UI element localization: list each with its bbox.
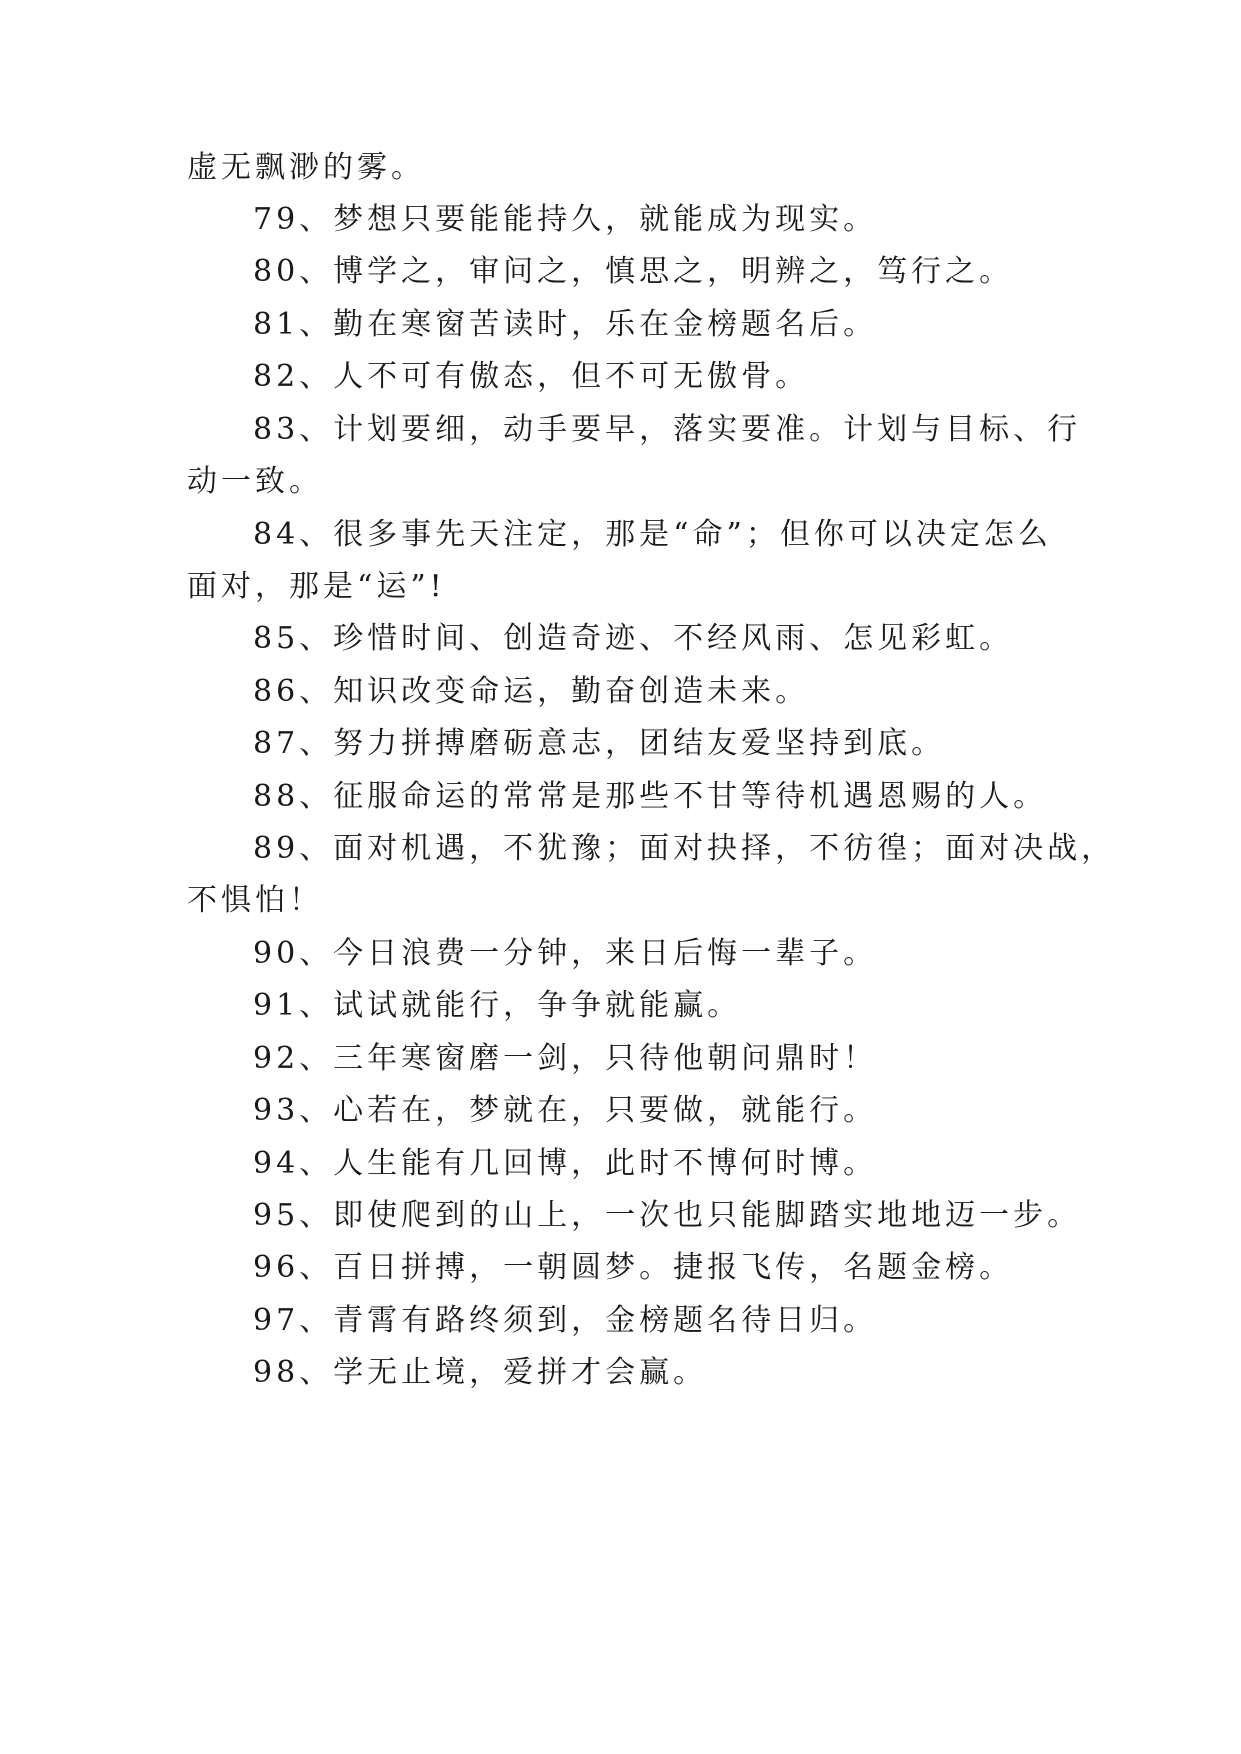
quote-83-continuation: 动一致。 — [187, 464, 323, 499]
quote-85: 85、珍惜时间、创造奇迹、不经风雨、怎见彩虹。 — [253, 621, 1014, 656]
quote-96: 96、百日拼搏，一朝圆梦。捷报飞传，名题金榜。 — [253, 1250, 1014, 1285]
quote-90: 90、今日浪费一分钟，来日后悔一辈子。 — [253, 936, 878, 971]
quote-97: 97、青霄有路终须到，金榜题名待日归。 — [253, 1303, 878, 1338]
quote-92: 92、三年寒窗磨一剑，只待他朝问鼎时！ — [253, 1041, 878, 1076]
quote-91: 91、试试就能行，争争就能赢。 — [253, 988, 742, 1023]
quote-88: 88、征服命运的常常是那些不甘等待机遇恩赐的人。 — [253, 779, 1048, 814]
text-line-continuation: 虚无飘渺的雾。 — [187, 150, 425, 185]
quote-98: 98、学无止境，爱拼才会赢。 — [253, 1355, 708, 1390]
quote-82: 82、人不可有傲态，但不可无傲骨。 — [253, 359, 810, 394]
quote-89: 89、面对机遇，不犹豫；面对抉择，不彷徨；面对决战， — [253, 831, 1116, 866]
quote-95: 95、即使爬到的山上，一次也只能脚踏实地地迈一步。 — [253, 1198, 1082, 1233]
quote-94: 94、人生能有几回博，此时不博何时博。 — [253, 1146, 878, 1181]
quote-81: 81、勤在寒窗苦读时，乐在金榜题名后。 — [253, 307, 878, 342]
quote-83: 83、计划要细，动手要早，落实要准。计划与目标、行 — [253, 412, 1082, 447]
quote-93: 93、心若在，梦就在，只要做，就能行。 — [253, 1093, 878, 1128]
quote-86: 86、知识改变命运，勤奋创造未来。 — [253, 674, 810, 709]
quote-87: 87、努力拼搏磨砺意志，团结友爱坚持到底。 — [253, 726, 946, 761]
quote-80: 80、博学之，审问之，慎思之，明辨之，笃行之。 — [253, 254, 1014, 289]
quote-89-continuation: 不惧怕！ — [187, 883, 323, 918]
quote-79: 79、梦想只要能能持久，就能成为现实。 — [253, 202, 878, 237]
quote-84: 84、很多事先天注定，那是“命”；但你可以决定怎么 — [253, 517, 1052, 552]
quote-84-continuation: 面对，那是“运”! — [187, 569, 446, 604]
